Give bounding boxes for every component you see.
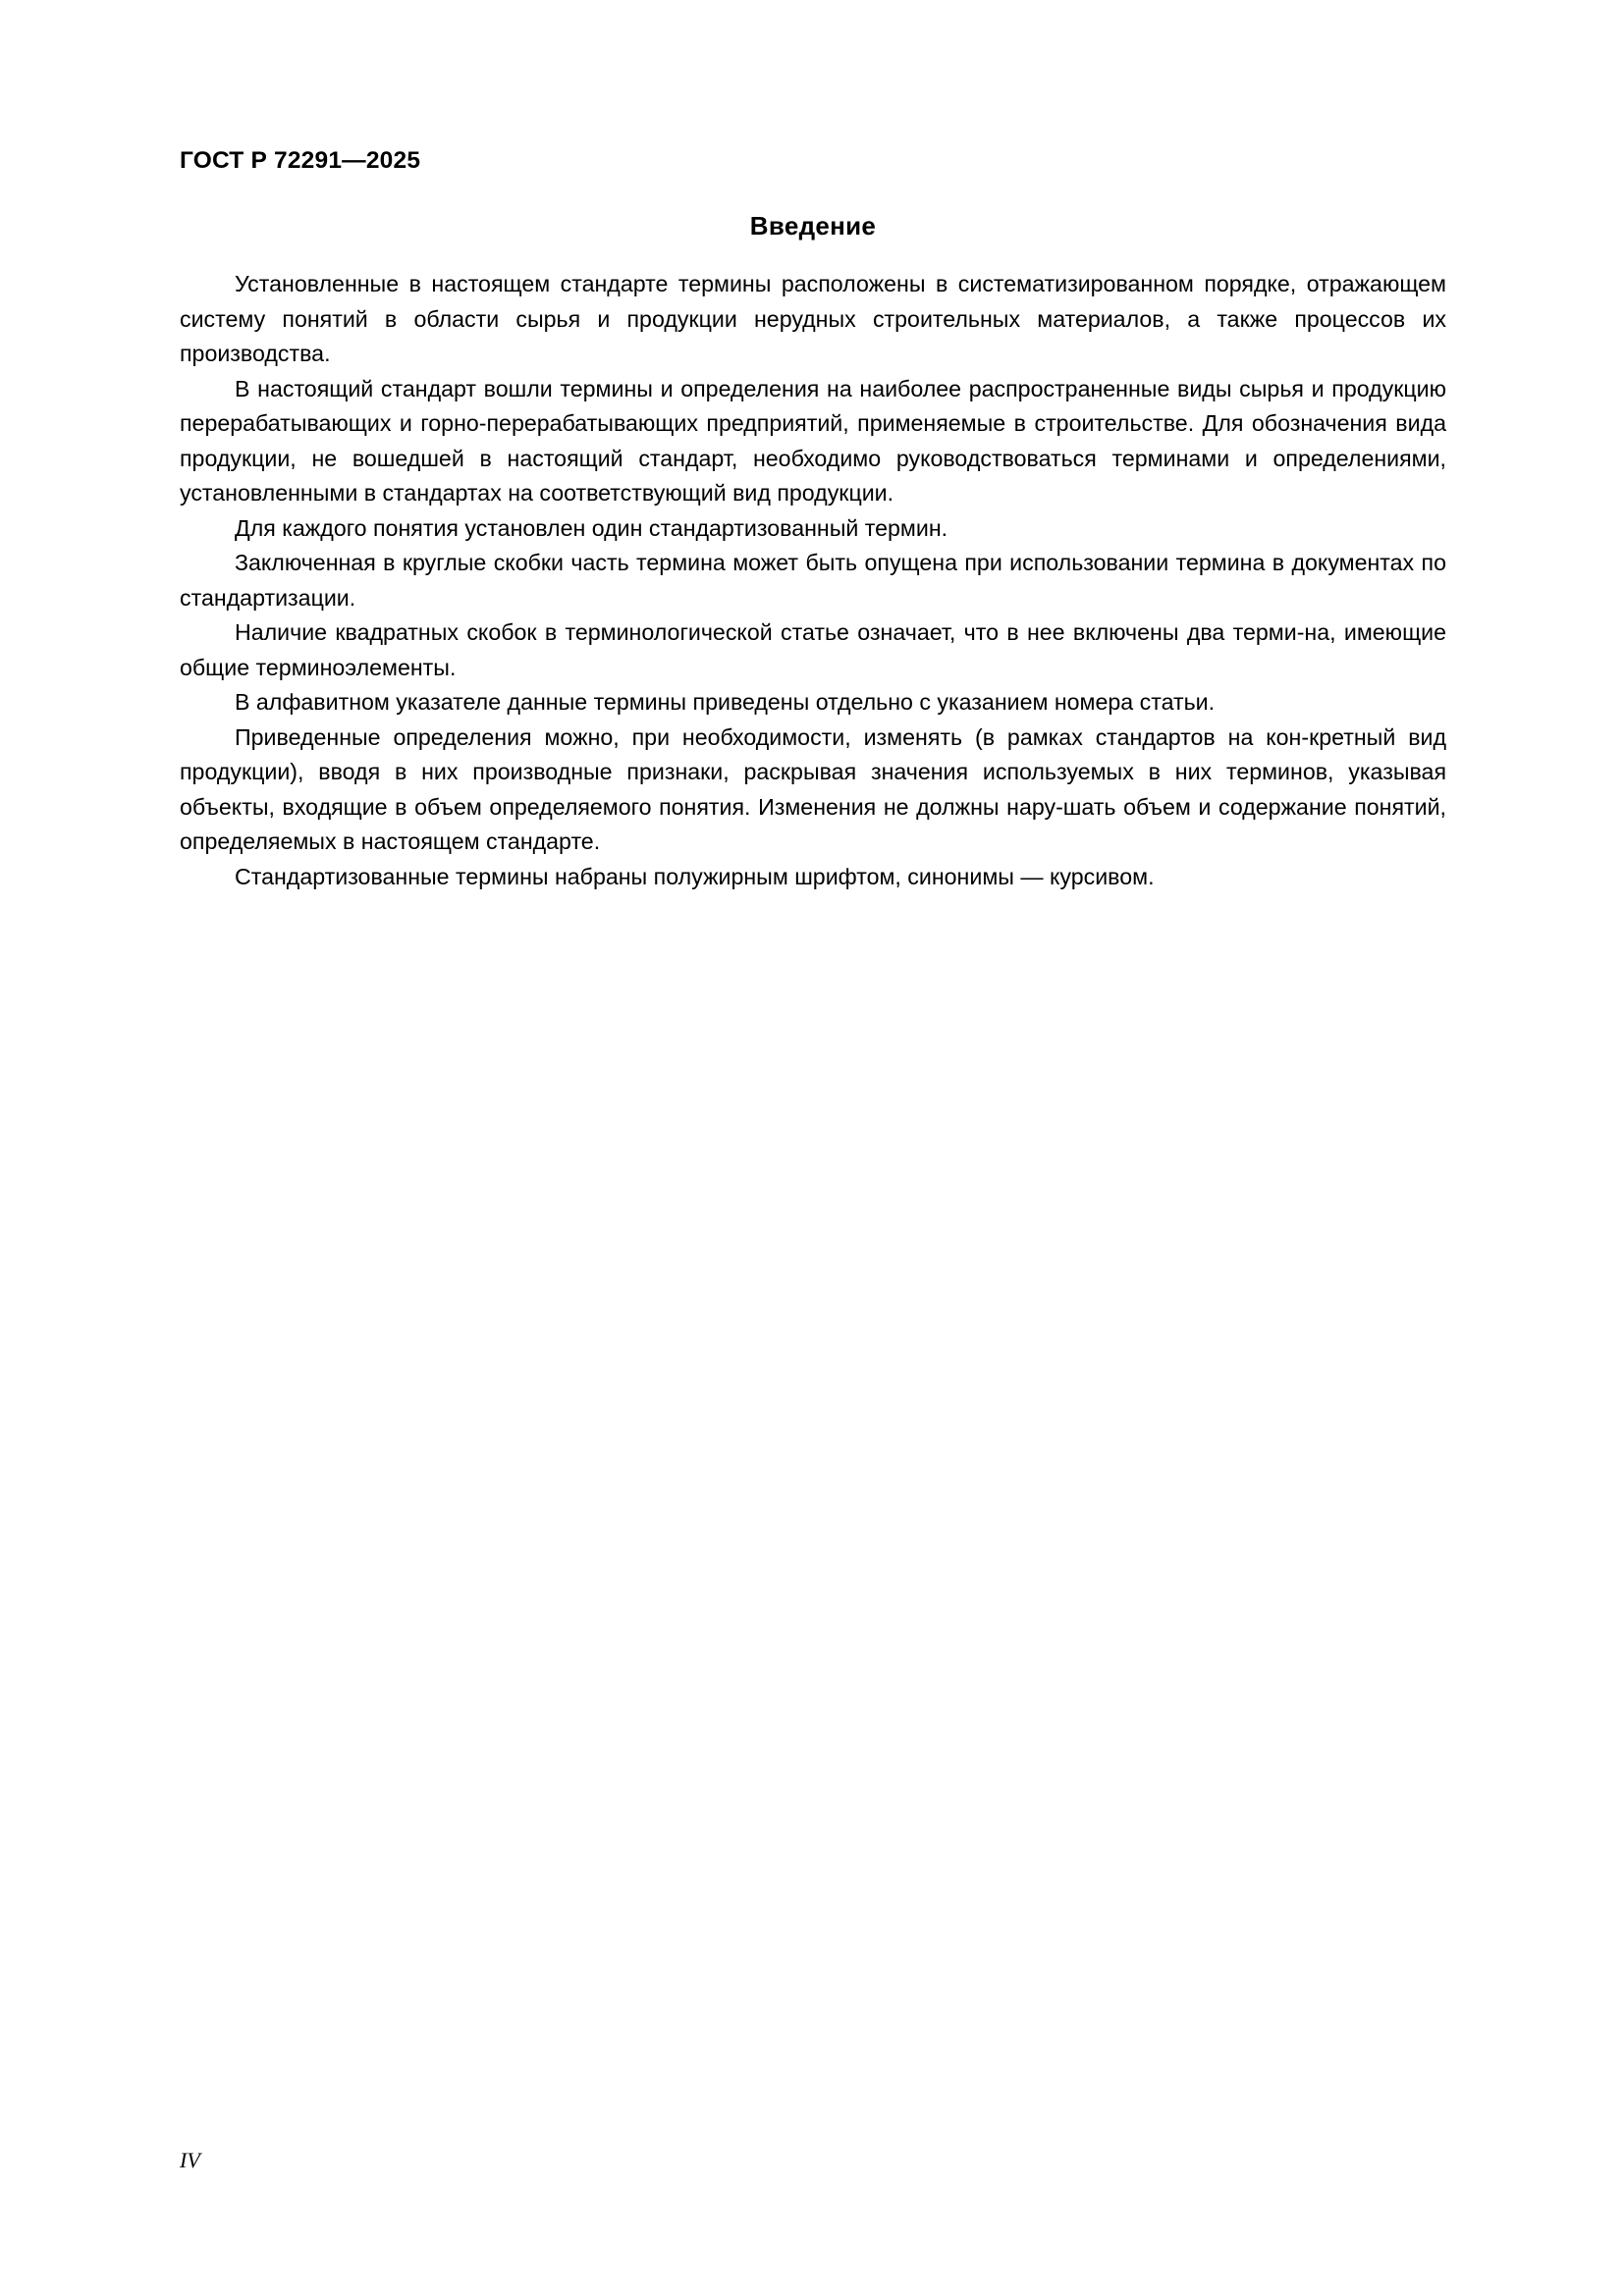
paragraph-4: Заключенная в круглые скобки часть термина может быть опущена при использовании термина в документах по стандартизации. <box>180 550 1446 611</box>
document-body <box>180 211 1446 894</box>
paragraph-5: Наличие квадратных скобок в терминологической статье означает, что в нее включены два терми-на, имеющие общие терминоэлементы. <box>180 619 1446 680</box>
paragraph-1: Установленные в настоящем стандарте термины расположены в систематизированном порядке, отражающем систему понятий в области сырья и продукции нерудных строительных материалов, а также процессов их производства. <box>180 271 1446 366</box>
page-number: IV <box>180 2148 200 2172</box>
paragraph-3: Для каждого понятия установлен один стандартизованный термин. <box>235 514 948 541</box>
running-header-standard-number: ГОСТ Р 72291—2025 <box>180 147 421 174</box>
paragraph-6: В алфавитном указателе данные термины приведены отдельно с указанием номера статьи. <box>235 689 1216 715</box>
paragraph-8: Стандартизованные термины набраны полужирным шрифтом, синонимы — курсивом. <box>235 863 1155 889</box>
paragraph-2: В настоящий стандарт вошли термины и определения на наиболее распространенные виды сырья и продукцию перерабатывающих и горно-перерабатывающих предприятий, применяемые в строительстве. Для обозначения вида продукции, не вошедшей в настоящий стандарт, необходимо руководствоваться терминами и определениями, установленными в стандартах на соответствующий вид продукции. <box>180 375 1446 506</box>
page-title: Введение <box>749 211 877 240</box>
paragraph-7: Приведенные определения можно, при необходимости, изменять (в рамках стандартов на кон-кретный вид продукции), вводя в них производные признаки, раскрывая значения используемых в них терминов, указывая объекты, входящие в объем определяемого понятия. Изменения не должны нару-шать объем и содержание понятий, определяемых в настоящем стандарте. <box>180 723 1446 854</box>
